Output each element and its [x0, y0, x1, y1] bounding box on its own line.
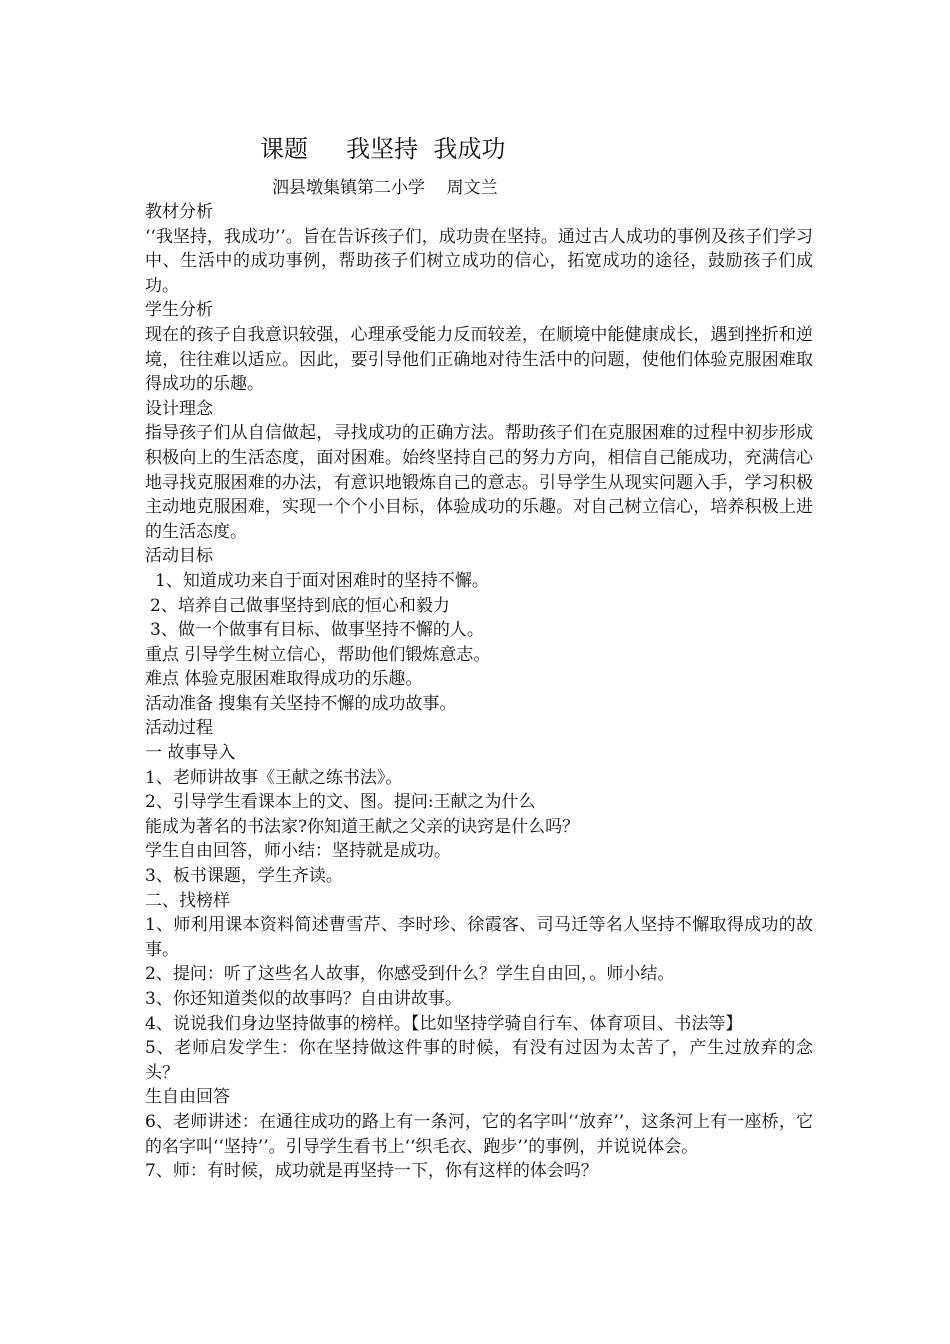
difficult-point: 难点 体验克服困难取得成功的乐趣。: [145, 669, 423, 690]
paragraph: 现在的孩子自我意识较强，心理承受能力反而较差，在顺境中能健康成长，遇到挫折和逆境，往往难以适应。因此，要引导他们正确地对待生活中的问题，使他们体验克服困难取得成功的乐趣。: [145, 324, 813, 395]
paragraph: ‘‘我坚持，我成功’’。旨在告诉孩子们，成功贵在坚持。通过古人成功的事例及孩子们学习中、生活中的成功事例，帮助孩子们树立成功的信心，拓宽成功的途径，鼓励孩子们成功。: [145, 226, 813, 296]
section-heading: 一 故事导入: [145, 743, 236, 764]
goal-item: 2、培养自己做事坚持到底的恒心和毅力: [150, 595, 450, 616]
list-item: 5、老师启发学生：你在坚持做这件事的时候，有没有过因为太苦了，产生过放弃的念头？: [145, 1038, 813, 1083]
list-item: 3、板书课题，学生齐读。: [145, 866, 343, 887]
list-item: 7、师：有时候，成功就是再坚持一下，你有这样的体会吗？: [145, 1161, 598, 1182]
list-item: 3、你还知道类似的故事吗？自由讲故事。: [145, 989, 462, 1009]
goal-item: 3、做一个做事有目标、做事坚持不懈的人。: [150, 620, 484, 641]
list-item: 1、师利用课本资料简述曹雪芹、李时珍、徐霞客、司马迁等名人坚持不懈取得成功的故事。: [145, 915, 813, 960]
list-item: 6、老师讲述：在通往成功的路上有一条河，它的名字叫‘‘放弃’’，这条河上有一座桥，它的名字叫‘‘坚持’’。引导学生看书上‘‘织毛衣、跑步’’的事例，并说说体会。: [145, 1111, 813, 1157]
list-item: 2、引导学生看课本上的文、图。提问:王献之为什么: [145, 792, 536, 813]
list-item: 2、提问：听了这些名人故事，你感受到什么？学生自由回，。师小结。: [145, 964, 675, 985]
goal-item: 1、知道成功来自于面对困难时的坚持不懈。: [155, 570, 489, 591]
heading-activity-process: 活动过程: [145, 718, 213, 739]
heading-textbook-analysis: 教材分析: [145, 202, 213, 222]
key-point: 重点 引导学生树立信心，帮助他们锻炼意志。: [145, 644, 491, 665]
activity-preparation: 活动准备 搜集有关坚持不懈的成功故事。: [145, 693, 457, 714]
list-item: 4、说说我们身边坚持做事的榜样。【比如坚持学骑自行车、体育项目、书法等】: [145, 1013, 743, 1034]
doc-author: 泗县墩集镇第二小学 周文兰: [272, 178, 498, 198]
paragraph: 能成为著名的书法家?你知道王献之父亲的诀窍是什么吗？: [145, 816, 580, 837]
heading-student-analysis: 学生分析: [145, 300, 213, 321]
paragraph: 生自由回答: [145, 1087, 230, 1108]
heading-design-concept: 设计理念: [145, 398, 213, 419]
paragraph: 指导孩子们从自信做起，寻找成功的正确方法。帮助孩子们在克服困难的过程中初步形成积极向上的生活态度，面对困难。始终坚持自己的努力方向，相信自己能成功，充满信心地寻找克服困难的办法，有意识地锻炼自己的意志。引导学生从现实问题入手，学习积极主动地克服困难，实现一个个小目标，体验成功的乐趣。对自己树立信心，培养积极上进的生活态度。: [145, 423, 813, 542]
list-item: 1、老师讲故事《王献之练书法》。: [145, 767, 403, 788]
doc-title: 课题 我坚持 我成功: [260, 135, 506, 163]
section-heading: 二、找榜样: [145, 890, 230, 911]
paragraph: 学生自由回答，师小结：坚持就是成功。: [145, 841, 451, 862]
doc-body: [145, 200, 813, 1184]
heading-activity-goals: 活动目标: [145, 546, 213, 567]
